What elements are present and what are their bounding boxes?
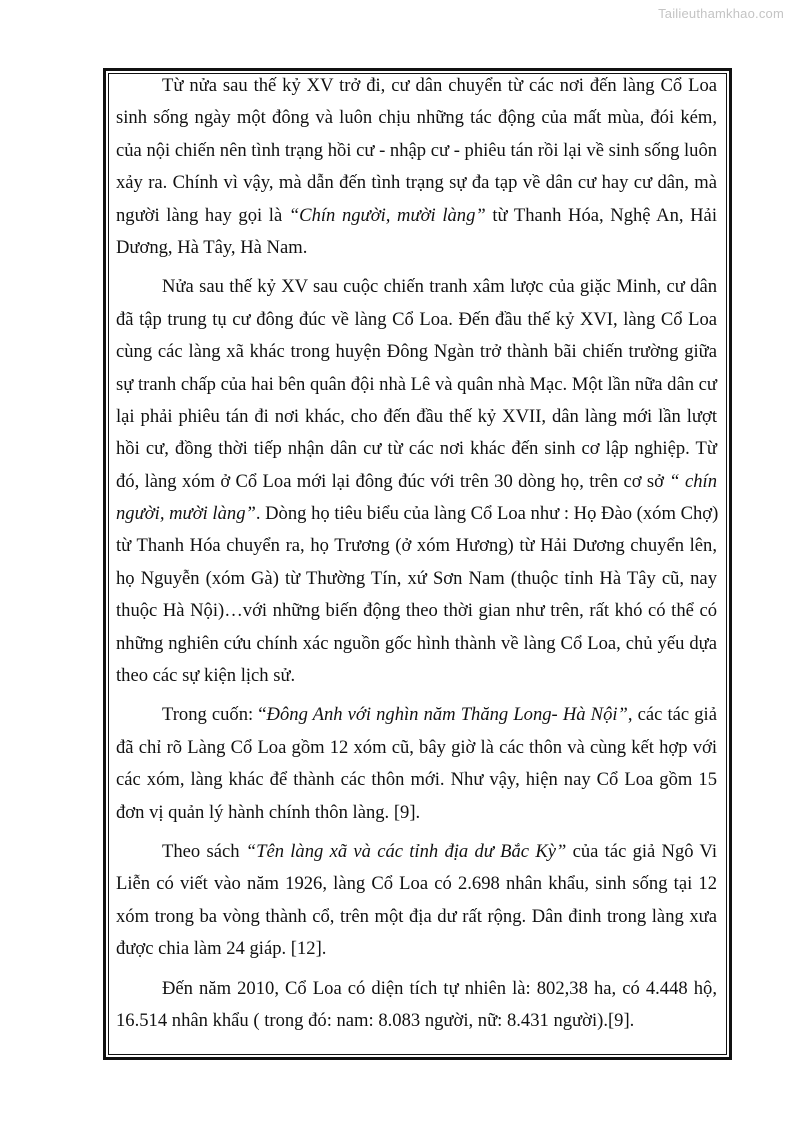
text-line	[116, 732, 717, 764]
paragraph	[116, 836, 717, 966]
text-line	[116, 868, 717, 900]
text-line	[116, 901, 717, 933]
text-line	[116, 271, 717, 303]
text-run: họ Nguyễn (xóm Gà) từ Thường Tín, xứ Sơn Nam (thuộc tỉnh Hà Tây cũ, nay	[116, 567, 717, 589]
paragraph	[116, 973, 717, 1038]
text-run: sinh sống ngày một đông và luôn chịu những tác động của mất mùa, đói kém,	[116, 107, 717, 129]
document-body	[116, 70, 717, 1037]
italic-text: người, mười làng”	[116, 503, 256, 525]
text-run: từ Thanh Hóa chuyển ra, họ Trương (ở xóm Hương) từ Hải Dương chuyển lên,	[116, 535, 717, 557]
text-run: , các tác giả	[627, 704, 717, 726]
text-line	[116, 660, 717, 692]
italic-text: “Tên làng xã và các tỉnh địa dư Bắc Kỳ”	[245, 840, 567, 862]
text-run: các xóm, làng khác để thành các thôn mới. Như vậy, hiện nay Cổ Loa gồm 15	[116, 769, 717, 791]
text-run: Trong cuốn: “	[162, 704, 267, 726]
text-line	[116, 167, 717, 199]
text-run: Liễn có viết vào năm 1926, làng Cổ Loa có 2.698 nhân khẩu, sinh sống tại 12	[116, 873, 717, 895]
text-line	[116, 1005, 717, 1037]
text-run: Nửa sau thế kỷ XV sau cuộc chiến tranh xâm lược của giặc Minh, cư dân	[162, 276, 717, 298]
text-run: hồi cư, đồng thời tiếp nhận dân cư từ các nơi khác đến sinh cơ lập nghiệp. Từ	[116, 438, 717, 460]
text-run: đã chỉ rõ Làng Cổ Loa gồm 12 xóm cũ, bây giờ là các thôn và cùng kết hợp với	[116, 736, 717, 758]
text-run: lại phải phiêu tán đi nơi khác, cho đến đầu thế kỷ XVII, dân làng mới lần lượt	[116, 405, 717, 427]
text-run: đã tập trung tụ cư đông đúc về làng Cổ Loa. Đến đầu thế kỷ XVI, làng Cổ Loa	[116, 308, 717, 330]
text-line	[116, 563, 717, 595]
text-run: Theo sách	[162, 840, 246, 862]
text-line	[116, 933, 717, 965]
text-line	[116, 797, 717, 829]
watermark: Tailieuthamkhao.com	[658, 6, 784, 21]
text-line	[116, 699, 717, 731]
text-line	[116, 336, 717, 368]
text-run: người làng hay gọi là	[116, 204, 289, 226]
text-line	[116, 530, 717, 562]
text-run: . Dòng họ tiêu biểu của làng Cổ Loa như : Họ Đào (xóm Chợ)	[255, 503, 719, 525]
text-run: thuộc Hà Nội)…với những biến động theo thời gian như trên, rất khó có thể có	[116, 600, 717, 622]
text-line	[116, 628, 717, 660]
text-line	[116, 836, 717, 868]
paragraph	[116, 70, 717, 264]
text-line	[116, 973, 717, 1005]
text-run: đơn vị quản lý hành chính thôn làng. [9].	[116, 801, 421, 823]
text-line	[116, 232, 717, 264]
text-run: từ Thanh Hóa, Nghệ An, Hải	[485, 204, 717, 226]
text-run: những nghiên cứu chính xác nguồn gốc hình thành về làng Cổ Loa, chủ yếu dựa	[116, 632, 717, 654]
text-run: được chia làm 24 giáp. [12].	[116, 938, 327, 960]
text-line	[116, 764, 717, 796]
text-line	[116, 102, 717, 134]
text-run: Từ nửa sau thế kỷ XV trở đi, cư dân chuyển từ các nơi đến làng Cổ Loa	[162, 75, 717, 96]
text-run: của nội chiến nên tình trạng hồi cư - nhập cư - phiêu tán rồi lại về sinh sống luôn	[116, 139, 718, 161]
text-line	[116, 595, 717, 627]
text-run: cùng các làng xã khác trong huyện Đông Ngàn trở thành bãi chiến trường giữa	[116, 341, 717, 363]
text-run: Đến năm 2010, Cổ Loa có diện tích tự nhiên là: 802,38 ha, có 4.448 hộ,	[162, 977, 717, 999]
text-line	[116, 135, 717, 167]
text-line	[116, 433, 717, 465]
italic-text: “Chín người, mười làng”	[288, 204, 486, 226]
text-run: xảy ra. Chính vì vậy, mà dẫn đến tình trạng sự đa tạp về dân cư hay cư dân, mà	[116, 172, 717, 194]
italic-text: Đông Anh với nghìn năm Thăng Long- Hà Nội”	[266, 704, 628, 726]
paragraph	[116, 699, 717, 829]
text-line	[116, 70, 717, 102]
text-run: theo các sự kiện lịch sử.	[116, 665, 296, 687]
text-line	[116, 498, 717, 530]
text-line	[116, 401, 717, 433]
text-run: đó, làng xóm ở Cổ Loa mới lại đông đúc với trên 30 dòng họ, trên cơ sở	[116, 470, 670, 492]
italic-text: “ chín	[669, 470, 717, 492]
text-line	[116, 304, 717, 336]
text-run: xóm trong ba vòng thành cổ, trên một địa dư rất rộng. Dân đinh trong làng xưa	[116, 905, 717, 927]
text-line	[116, 200, 717, 232]
text-run: Dương, Hà Tây, Hà Nam.	[116, 236, 308, 258]
text-run: 16.514 nhân khẩu ( trong đó: nam: 8.083 người, nữ: 8.431 người).[9].	[116, 1009, 635, 1031]
paragraph	[116, 271, 717, 692]
text-run: sự tranh chấp của hai bên quân đội nhà Lê và quân nhà Mạc. Một lần nữa dân cư	[116, 373, 717, 395]
text-line	[116, 369, 717, 401]
text-run: của tác giả Ngô Vi	[566, 840, 717, 862]
text-line	[116, 466, 717, 498]
